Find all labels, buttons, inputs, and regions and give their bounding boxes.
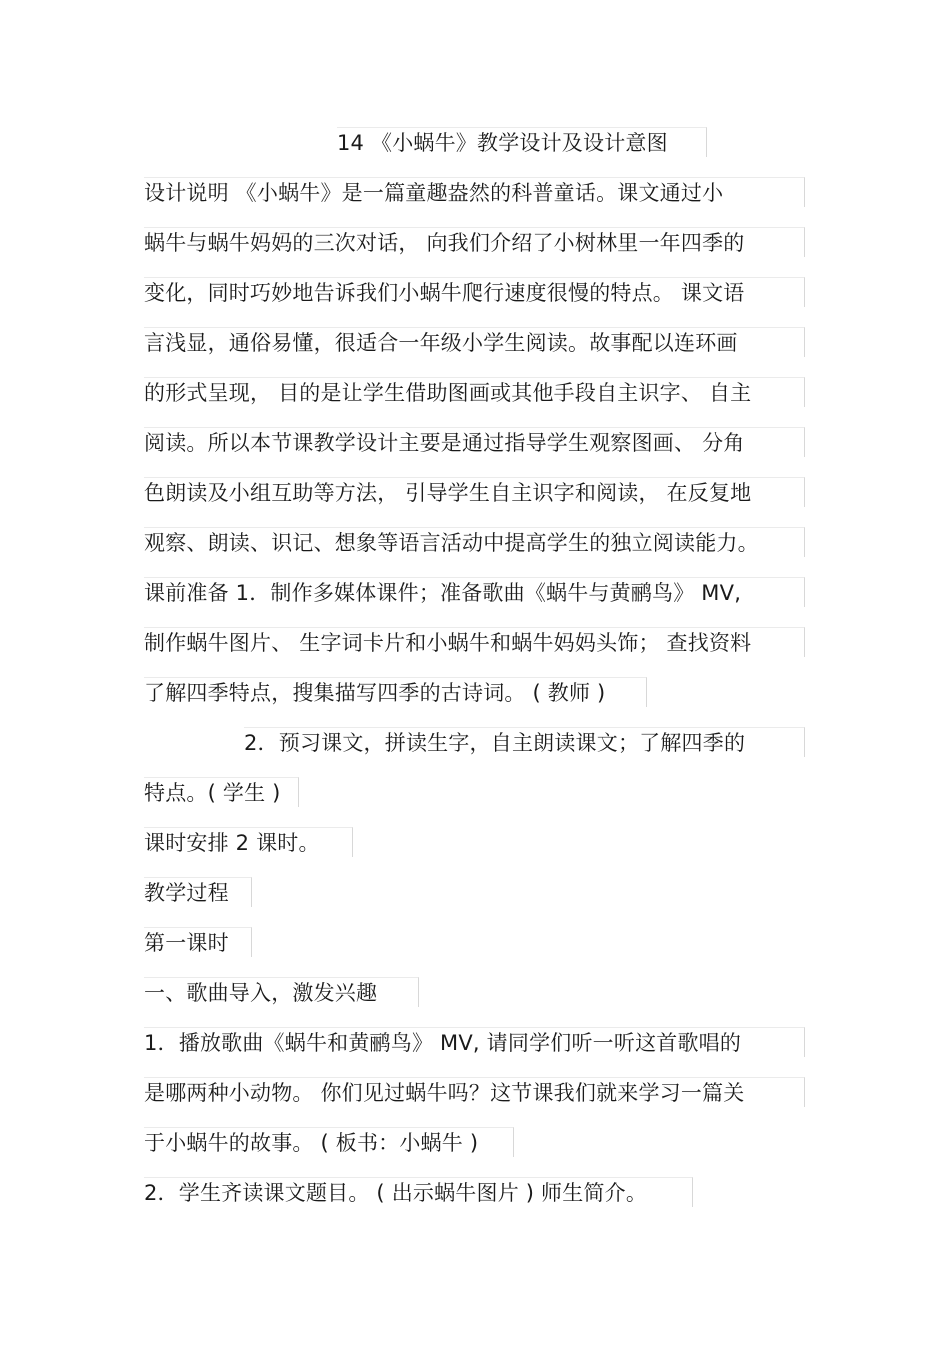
text-line-1: 设计说明 《小蜗牛》是一篇童趣盎然的科普童话。课文通过小	[144, 177, 805, 207]
text-line-16: 第一课时	[144, 927, 252, 957]
text-line-12: 2．预习课文，拼读生字，自主朗读课文；了解四季的	[244, 727, 805, 757]
text-line-3: 变化，同时巧妙地告诉我们小蜗牛爬行速度很慢的特点。 课文语	[144, 277, 805, 307]
text-line-15: 教学过程	[144, 877, 252, 907]
text-line-14: 课时安排 2 课时。	[144, 827, 353, 857]
text-line-2: 蜗牛与蜗牛妈妈的三次对话， 向我们介绍了小树林里一年四季的	[144, 227, 805, 257]
text-line-10: 制作蜗牛图片、 生字词卡片和小蜗牛和蜗牛妈妈头饰； 查找资料	[144, 627, 805, 657]
text-line-5: 的形式呈现， 目的是让学生借助图画或其他手段自主识字、 自主	[144, 377, 805, 407]
document-title: 14 《小蜗牛》教学设计及设计意图	[337, 127, 707, 157]
text-line-13: 特点。( 学生 )	[144, 777, 299, 807]
text-line-19: 是哪两种小动物。 你们见过蜗牛吗？这节课我们就来学习一篇关	[144, 1077, 805, 1107]
text-line-8: 观察、朗读、识记、想象等语言活动中提高学生的独立阅读能力。	[144, 527, 805, 557]
text-line-7: 色朗读及小组互助等方法， 引导学生自主识字和阅读， 在反复地	[144, 477, 805, 507]
text-line-11: 了解四季特点，搜集描写四季的古诗词。 ( 教师 )	[144, 677, 647, 707]
text-line-21: 2．学生齐读课文题目。 ( 出示蜗牛图片 ) 师生简介。	[144, 1177, 693, 1207]
text-line-6: 阅读。所以本节课教学设计主要是通过指导学生观察图画、 分角	[144, 427, 805, 457]
text-line-17: 一、歌曲导入，激发兴趣	[144, 977, 419, 1007]
text-line-18: 1．播放歌曲《蜗牛和黄鹂鸟》 MV, 请同学们听一听这首歌唱的	[144, 1027, 805, 1057]
text-line-9: 课前准备 1．制作多媒体课件；准备歌曲《蜗牛与黄鹂鸟》 MV,	[144, 577, 805, 607]
text-line-20: 于小蜗牛的故事。 ( 板书：小蜗牛 )	[144, 1127, 514, 1157]
text-line-4: 言浅显，通俗易懂，很适合一年级小学生阅读。故事配以连环画	[144, 327, 805, 357]
